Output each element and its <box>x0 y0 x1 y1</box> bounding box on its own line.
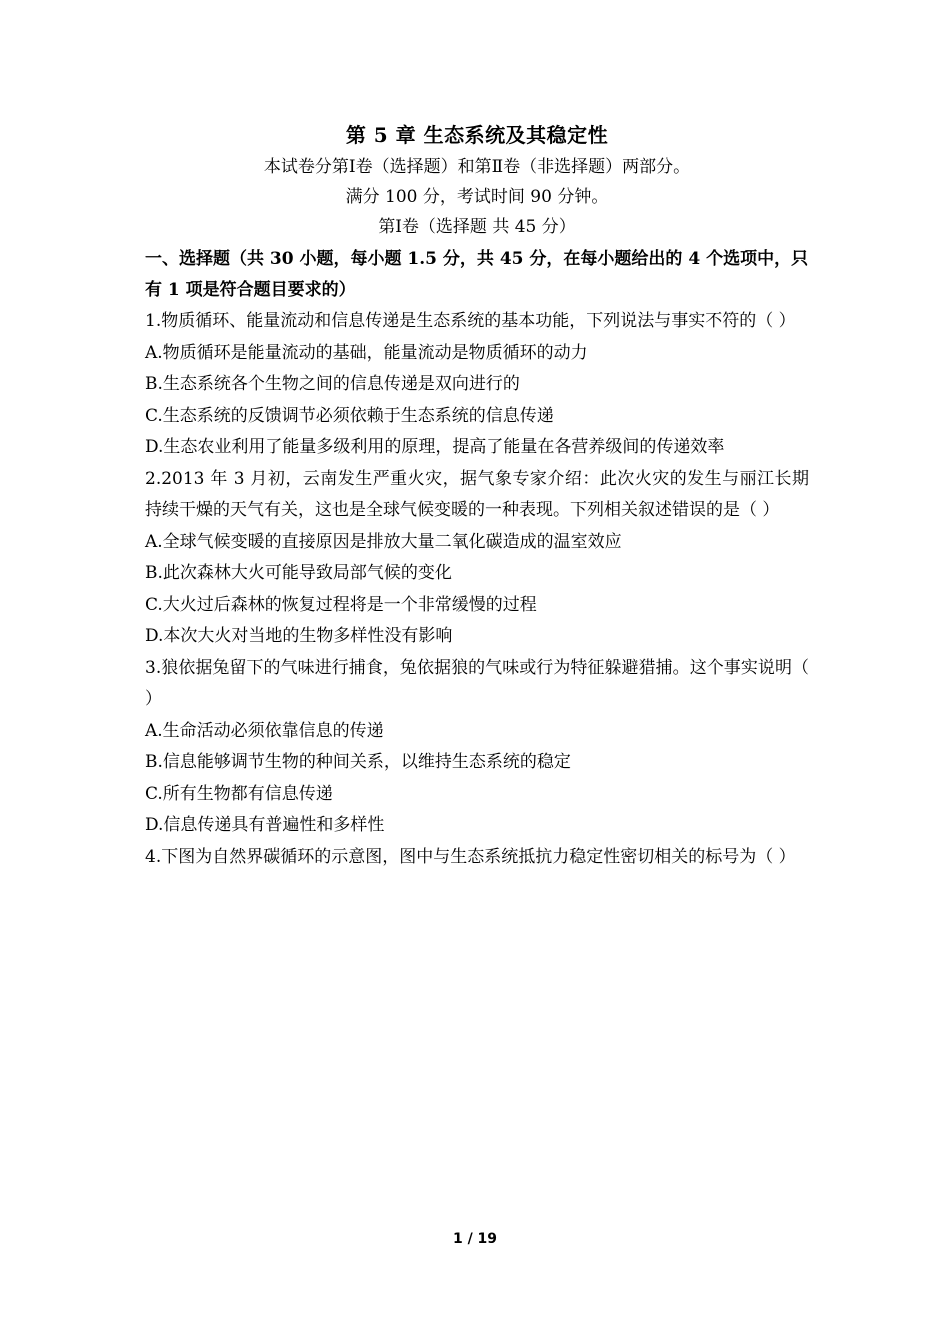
question-option: B.此次森林大火可能导致局部气候的变化 <box>145 563 452 583</box>
question-option: B.生态系统各个生物之间的信息传递是双向进行的 <box>145 374 520 394</box>
question-stem: 3.狼依据兔留下的气味进行捕食，兔依据狼的气味或行为特征躲避猎捕。这个事实说明（ ） <box>145 657 809 709</box>
intro-line-part-one: 第Ⅰ卷（选择题 共 45 分） <box>378 217 576 237</box>
question-stem: 2.2013 年 3 月初，云南发生严重火灾，据气象专家介绍：此次火灾的发生与丽江长期持续干燥的天气有关，这也是全球气候变暖的一种表现。下列相关叙述错误的是（ ） <box>145 468 809 520</box>
section-heading: 一、选择题（共 30 小题，每小题 1.5 分，共 45 分，在每小题给出的 4 个选项中，只有 1 项是符合题目要求的） <box>145 249 809 300</box>
question-option: C.生态系统的反馈调节必须依赖于生态系统的信息传递 <box>145 405 554 426</box>
question-option: D.信息传递具有普遍性和多样性 <box>145 815 385 835</box>
question-3 <box>145 653 809 842</box>
intro-line-score-time: 满分 100 分，考试时间 90 分钟。 <box>345 187 609 207</box>
question-option: D.本次大火对当地的生物多样性没有影响 <box>145 626 453 646</box>
question-1 <box>145 306 809 464</box>
document-title: 第 5 章 生态系统及其稳定性 <box>345 123 609 147</box>
question-option: D.生态农业利用了能量多级利用的原理，提高了能量在各营养级间的传递效率 <box>145 437 725 457</box>
question-2 <box>145 464 809 653</box>
question-option: A.物质循环是能量流动的基础，能量流动是物质循环的动力 <box>145 342 588 363</box>
question-stem: 4.下图为自然界碳循环的示意图，图中与生态系统抵抗力稳定性密切相关的标号为（ ） <box>145 846 796 867</box>
document-page <box>145 118 809 873</box>
page-number: 1 / 19 <box>452 1231 498 1247</box>
question-stem: 1.物质循环、能量流动和信息传递是生态系统的基本功能，下列说法与事实不符的（ ） <box>145 311 796 331</box>
question-option: B.信息能够调节生物的种间关系，以维持生态系统的稳定 <box>145 752 571 772</box>
question-option: A.全球气候变暖的直接原因是排放大量二氧化碳造成的温室效应 <box>145 531 622 552</box>
question-option: A.生命活动必须依靠信息的传递 <box>145 720 384 741</box>
question-option: C.大火过后森林的恢复过程将是一个非常缓慢的过程 <box>145 594 537 615</box>
question-option: C.所有生物都有信息传递 <box>145 783 333 804</box>
question-4 <box>145 842 809 874</box>
intro-line-parts: 本试卷分第Ⅰ卷（选择题）和第Ⅱ卷（非选择题）两部分。 <box>263 157 691 177</box>
